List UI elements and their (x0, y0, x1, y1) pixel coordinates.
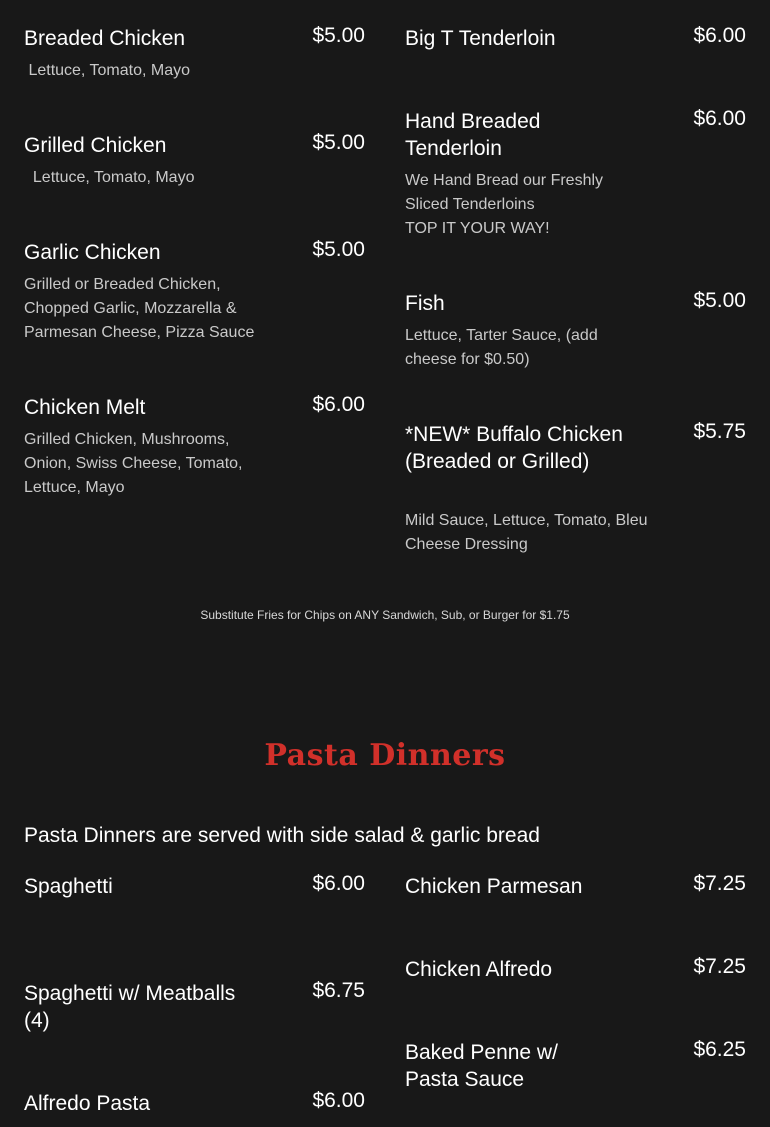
item-price: $5.00 (312, 238, 365, 261)
menu-item-big-t-tenderloin (405, 25, 746, 65)
item-name: Fish (405, 292, 445, 315)
item-description: Lettuce, Tarter Sauce, (add cheese for $0.50) (405, 327, 598, 368)
item-price: $5.00 (312, 24, 365, 47)
item-name: Chicken Alfredo (405, 958, 553, 981)
item-price: $6.00 (693, 24, 746, 47)
menu-item-spaghetti (24, 873, 365, 913)
item-description: Lettuce, Tomato, Mayo (24, 62, 191, 79)
item-price: $6.00 (312, 393, 365, 416)
pasta-intro-text: Pasta Dinners are served with side salad & garlic bread (24, 824, 540, 847)
description-line: Sliced Tenderloins (405, 196, 535, 213)
item-name: Hand Breaded Tenderloin (405, 110, 541, 160)
menu-item-spaghetti-meatballs (24, 980, 365, 1040)
item-price: $5.00 (693, 289, 746, 312)
description-line: We Hand Bread our Freshly (405, 172, 604, 189)
item-name: Spaghetti w/ Meatballs (4) (24, 982, 236, 1032)
item-name: Baked Penne w/ Pasta Sauce (405, 1041, 558, 1091)
item-description: Grilled Chicken, Mushrooms, Onion, Swiss Cheese, Tomato, Lettuce, Mayo (24, 431, 243, 496)
description-line: TOP IT YOUR WAY! (405, 220, 550, 237)
item-description: Mild Sauce, Lettuce, Tomato, Bleu Cheese Dressing (405, 512, 648, 553)
item-name: Chicken Melt (24, 396, 146, 419)
menu-item-chicken-alfredo (405, 956, 746, 996)
item-description (405, 169, 603, 241)
item-price: $6.00 (312, 872, 365, 895)
item-price: $5.75 (693, 420, 746, 443)
item-name: *NEW* Buffalo Chicken (Breaded or Grilled) (405, 423, 623, 473)
item-name: Spaghetti (24, 875, 113, 898)
menu-item-garlic-chicken (24, 239, 365, 349)
item-name: Grilled Chicken (24, 134, 167, 157)
menu-item-baked-penne (405, 1039, 746, 1099)
item-price: $6.00 (693, 107, 746, 130)
item-price: $6.75 (312, 979, 365, 1002)
menu-item-buffalo-chicken (405, 421, 746, 561)
menu-item-chicken-parmesan (405, 873, 746, 913)
item-name: Chicken Parmesan (405, 875, 583, 898)
item-name: Big T Tenderloin (405, 27, 556, 50)
item-price: $5.00 (312, 131, 365, 154)
item-price: $6.25 (693, 1038, 746, 1061)
section-title-pasta-dinners: Pasta Dinners (264, 738, 506, 773)
menu-item-hand-breaded-tenderloin (405, 108, 746, 248)
item-description: Lettuce, Tomato, Mayo (24, 169, 195, 186)
item-description: Grilled or Breaded Chicken, Chopped Garlic, Mozzarella & Parmesan Cheese, Pizza Sauce (24, 276, 255, 341)
item-name: Alfredo Pasta (24, 1092, 151, 1115)
item-name: Garlic Chicken (24, 241, 161, 264)
menu-item-alfredo-pasta (24, 1090, 365, 1124)
menu-item-grilled-chicken (24, 132, 365, 192)
menu-item-breaded-chicken (24, 25, 365, 85)
item-price: $6.00 (312, 1089, 365, 1112)
menu-item-chicken-melt (24, 394, 365, 504)
substitute-fries-note: Substitute Fries for Chips on ANY Sandwich, Sub, or Burger for $1.75 (200, 608, 570, 622)
item-price: $7.25 (693, 955, 746, 978)
item-name: Breaded Chicken (24, 27, 186, 50)
item-price: $7.25 (693, 872, 746, 895)
menu-item-fish (405, 290, 746, 380)
